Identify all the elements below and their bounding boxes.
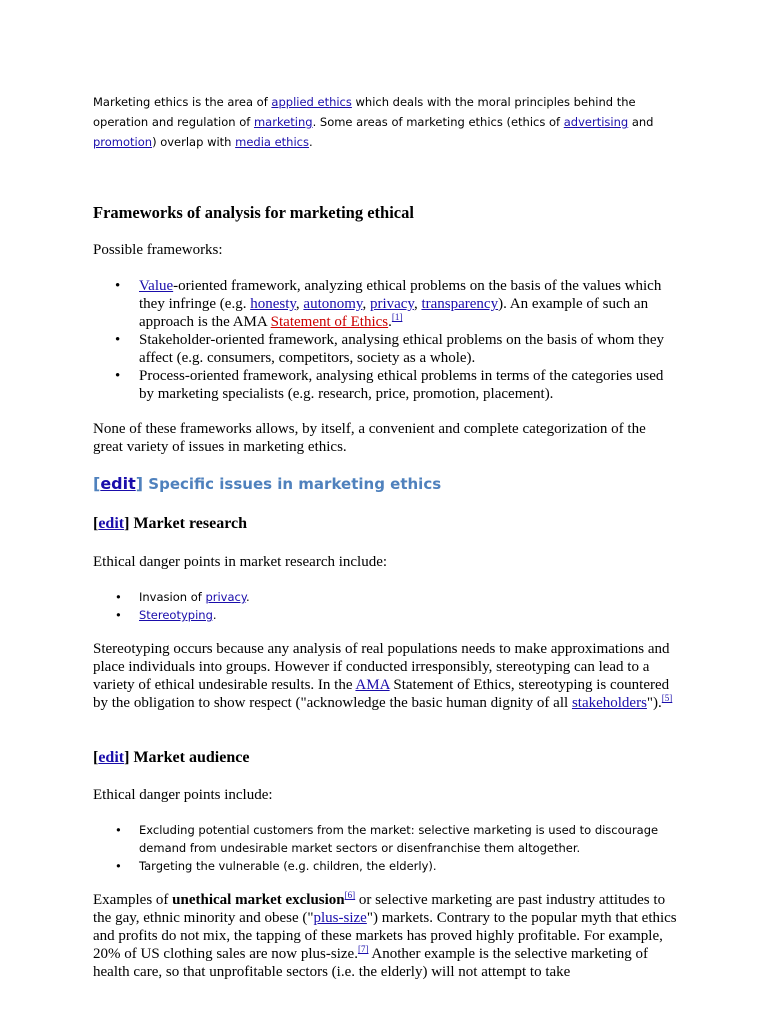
edit-link-specific[interactable]: edit — [100, 474, 136, 493]
list-item-text: -oriented framework, analyzing ethical problems on the basis of the values which they infringe (e.g. — [139, 278, 662, 312]
link-advertising[interactable]: advertising — [563, 115, 629, 129]
bold-term: unethical market exclusion — [172, 892, 345, 908]
list-item — [93, 606, 668, 624]
intro-text: . Some areas of marketing ethics (ethics of — [312, 115, 564, 129]
intro-text: which deals with the moral principles behind the operation and regulation of — [93, 95, 636, 129]
frameworks-list — [93, 277, 668, 403]
link-privacy[interactable]: privacy — [369, 296, 414, 312]
link-privacy-research[interactable]: privacy — [205, 590, 247, 604]
section-title: Market audience — [129, 749, 250, 766]
possible-frameworks-text: Possible frameworks: — [93, 242, 223, 258]
reference-link-1[interactable]: [1] — [391, 312, 403, 322]
market-audience-heading — [93, 749, 249, 767]
intro-text: and — [628, 115, 654, 129]
reference-link-7[interactable]: [7] — [357, 944, 369, 954]
paragraph-text: "). — [646, 695, 662, 711]
audience-list — [93, 821, 668, 875]
list-item-text: . — [246, 590, 250, 604]
list-item: • Process-oriented framework, analysing ethical problems in terms of the categories used by marketing specialists (e.g. research, price, promotion, placement). — [93, 367, 668, 403]
link-ama[interactable]: AMA — [355, 677, 390, 693]
link-value[interactable]: Value — [139, 278, 174, 294]
link-autonomy[interactable]: autonomy — [303, 296, 363, 312]
list-item: • Excluding potential customers from the market: selective marketing is used to discourage demand from undesirable market sectors or disenfranchise them altogether. — [93, 821, 668, 857]
list-item-text: . — [212, 608, 217, 622]
edit-link-audience[interactable]: edit — [98, 749, 125, 766]
frameworks-heading: Frameworks of analysis for marketing ethical — [93, 203, 414, 222]
link-honesty[interactable]: honesty — [250, 296, 296, 312]
section-title: Market research — [129, 515, 248, 532]
audience-intro: Ethical danger points include: — [93, 787, 273, 803]
bracket: ] — [124, 515, 130, 532]
bracket: ] — [124, 749, 130, 766]
bracket: ] — [135, 474, 144, 493]
separator: , — [413, 296, 422, 312]
paragraph-text: or selective marketing are past industry attitudes to the gay, ethnic minority and obese (" — [93, 892, 666, 926]
list-item — [93, 588, 668, 606]
reference-6 — [345, 890, 356, 900]
market-research-heading — [93, 515, 247, 533]
list-item-text: ). An example of such an approach is the AMA — [139, 296, 649, 330]
link-media-ethics[interactable]: media ethics — [235, 135, 309, 149]
bracket: [ — [93, 515, 99, 532]
intro-text: . — [308, 135, 313, 149]
reference-5 — [662, 693, 673, 703]
link-applied-ethics[interactable]: applied ethics — [271, 95, 352, 109]
link-stakeholders[interactable]: stakeholders — [571, 695, 647, 711]
list-item-text: . — [388, 314, 392, 330]
specific-issues-heading — [93, 474, 441, 493]
list-item: • Targeting the vulnerable (e.g. children, the elderly). — [93, 857, 668, 875]
separator: , — [295, 296, 304, 312]
link-stereotyping[interactable]: Stereotyping — [139, 608, 213, 622]
paragraph-text: Examples of — [93, 892, 173, 908]
intro-paragraph — [93, 92, 683, 152]
research-list — [93, 588, 668, 624]
frameworks-summary: None of these frameworks allows, by itself, a convenient and complete categorization of the great variety of issues in marketing ethics. — [93, 421, 646, 455]
reference-1 — [392, 312, 403, 322]
bracket: [ — [93, 474, 101, 493]
section-title: Specific issues in marketing ethics — [143, 475, 442, 493]
list-item-text: Invasion of — [139, 590, 206, 604]
paragraph-text: Statement of Ethics, stereotyping is countered by the obligation to show respect ("acknowledge the basic human dignity of all — [93, 677, 670, 711]
link-promotion[interactable]: promotion — [93, 135, 153, 149]
paragraph-text: ") markets. Contrary to the popular myth that ethics and profits do not mix, the tapping of these markets has proved highly profitable. For example, 20% of US clothing sales are now plus-size. — [93, 910, 677, 962]
research-intro: Ethical danger points in market research include: — [93, 554, 388, 570]
paragraph-text: Another example is the selective marketing of health care, so that unprofitable sectors (i.e. the elderly) will not attempt to take — [93, 946, 648, 980]
exclusion-paragraph — [93, 891, 678, 981]
reference-link-5[interactable]: [5] — [661, 693, 673, 703]
list-item: • Stakeholder-oriented framework, analysing ethical problems on the basis of whom they affect (e.g. consumers, competitors, society as a whole). — [93, 331, 668, 367]
bracket: [ — [93, 749, 99, 766]
reference-7 — [358, 944, 369, 954]
intro-text: ) overlap with — [152, 135, 236, 149]
paragraph-text: Stereotyping occurs because any analysis of real populations needs to make approximations and place individuals into groups. However if conducted irresponsibly, stereotyping can lead to a variety of ethical undesirable results. In the — [93, 641, 670, 693]
reference-link-6[interactable]: [6] — [344, 890, 356, 900]
separator: , — [362, 296, 370, 312]
edit-link-research[interactable]: edit — [98, 515, 125, 532]
link-statement-of-ethics[interactable]: Statement of Ethics — [270, 314, 389, 330]
link-transparency[interactable]: transparency — [421, 296, 499, 312]
link-plus-size[interactable]: plus-size — [313, 910, 367, 926]
stereotyping-paragraph — [93, 640, 678, 712]
link-marketing[interactable]: marketing — [253, 115, 313, 129]
intro-text: Marketing ethics is the area of — [93, 95, 272, 109]
list-item — [93, 277, 668, 331]
